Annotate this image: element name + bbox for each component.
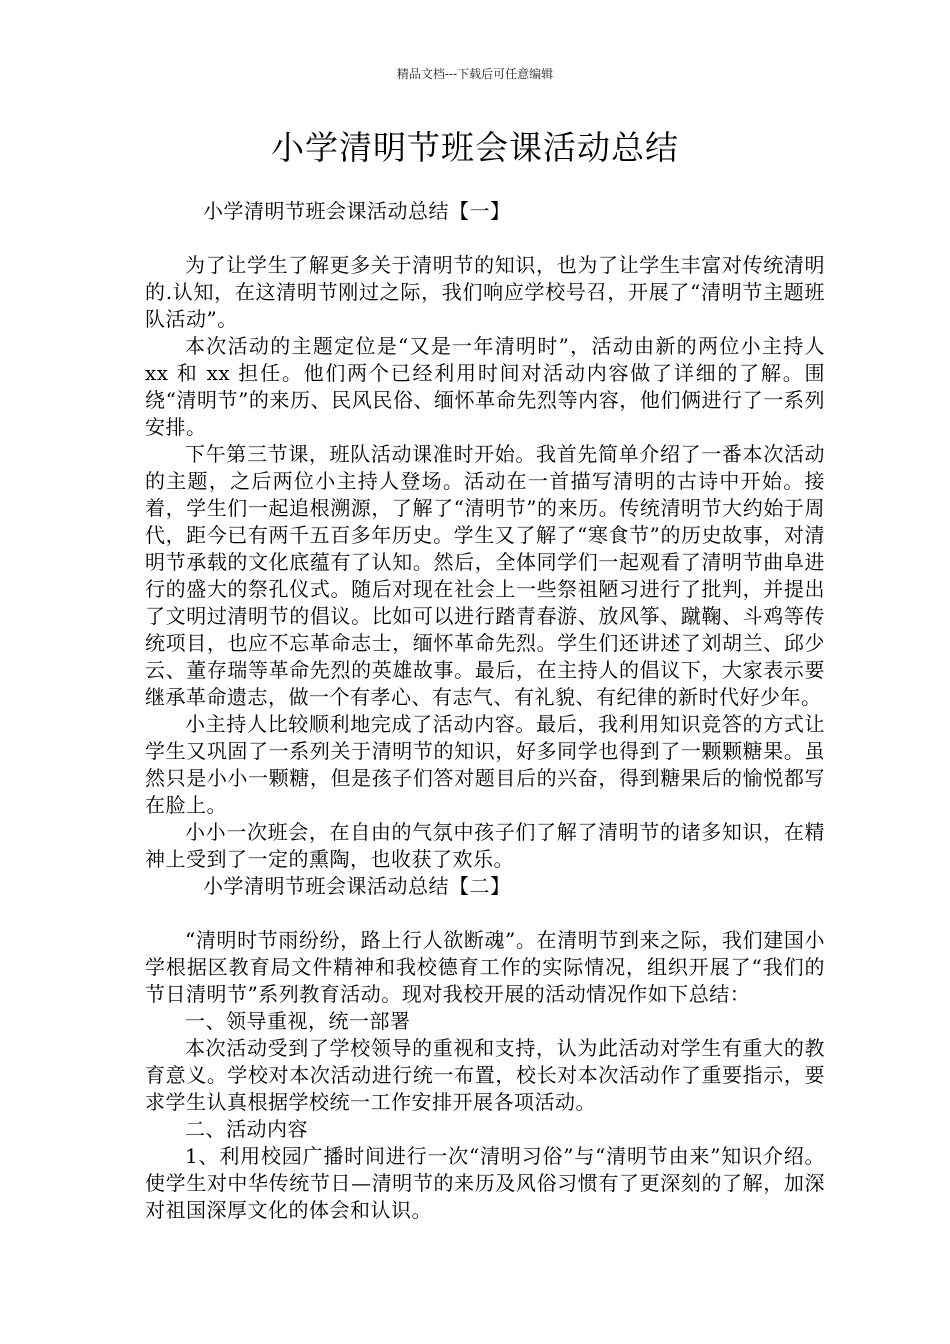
document-body xyxy=(145,198,825,1224)
section-heading-2: 小学清明节班会课活动总结【二】 xyxy=(203,874,511,898)
body-paragraph: 本次活动受到了学校领导的重视和支持，认为此活动对学生有重大的教育意义。学校对本次活动进行统一布置，校长对本次活动作了重要指示，要求学生认真根据学校统一工作安排开展各项活动。 xyxy=(145,1036,825,1114)
paragraph-gap xyxy=(145,225,825,252)
subheading-leadership: 一、领导重视，统一部署 xyxy=(185,1009,411,1033)
section-heading-1: 小学清明节班会课活动总结【一】 xyxy=(203,199,511,223)
page-title: 小学清明节班会课活动总结 xyxy=(271,128,679,167)
body-paragraph: 1、利用校园广播时间进行一次“清明习俗”与“清明节由来”知识介绍。使学生对中华传统节日—清明节的来历及风俗习惯有了更深刻的了解，加深对祖国深厚文化的体会和认识。 xyxy=(145,1144,825,1222)
header-note: 精品文档---下载后可任意编辑 xyxy=(396,67,554,81)
body-paragraph: 为了让学生了解更多关于清明节的知识，也为了让学生丰富对传统清明的.认知，在这清明节刚过之际，我们响应学校号召，开展了“清明节主题班队活动”。 xyxy=(145,253,825,331)
subheading-activities: 二、活动内容 xyxy=(185,1117,308,1141)
body-paragraph: “清明时节雨纷纷，路上行人欲断魂”。在清明节到来之际，我们建国小学根据区教育局文件精神和我校德育工作的实际情况，组织开展了“我们的节日清明节”系列教育活动。现对我校开展的活动情况作如下总结： xyxy=(145,928,825,1006)
body-paragraph: 本次活动的主题定位是“又是一年清明时”，活动由新的两位小主持人 xx 和 xx 担任。他们两个已经利用时间对活动内容做了详细的了解。围绕“清明节”的来历、民风民俗、缅怀革命先烈等内容，他们俩进行了一系列安排。 xyxy=(145,334,825,439)
paragraph-gap xyxy=(145,900,825,927)
body-paragraph: 小小一次班会，在自由的气氛中孩子们了解了清明节的诸多知识，在精神上受到了一定的熏陶，也收获了欢乐。 xyxy=(145,820,825,871)
body-paragraph: 下午第三节课，班队活动课准时开始。我首先简单介绍了一番本次活动的主题，之后两位小主持人登场。活动在一首描写清明的古诗中开始。接着，学生们一起追根溯源，了解了“清明节”的来历。传统清明节大约始于周代，距今已有两千五百多年历史。学生又了解了“寒食节”的历史故事，对清明节承载的文化底蕴有了认知。然后，全体同学们一起观看了清明节曲阜进行的盛大的祭孔仪式。随后对现在社会上一些祭祖陋习进行了批判，并提出了文明过清明节的倡议。比如可以进行踏青春游、放风筝、蹴鞠、斗鸡等传统项目，也应不忘革命志士，缅怀革命先烈。学生们还讲述了刘胡兰、邱少云、董存瑞等革命先烈的英雄故事。最后，在主持人的倡议下，大家表示要继承革命遗志，做一个有孝心、有志气、有礼貌、有纪律的新时代好少年。 xyxy=(145,442,825,709)
body-paragraph: 小主持人比较顺利地完成了活动内容。最后，我利用知识竞答的方式让学生又巩固了一系列关于清明节的知识，好多同学也得到了一颗颗糖果。虽然只是小小一颗糖，但是孩子们答对题目后的兴奋，得到糖果后的愉悦都写在脸上。 xyxy=(145,712,825,817)
